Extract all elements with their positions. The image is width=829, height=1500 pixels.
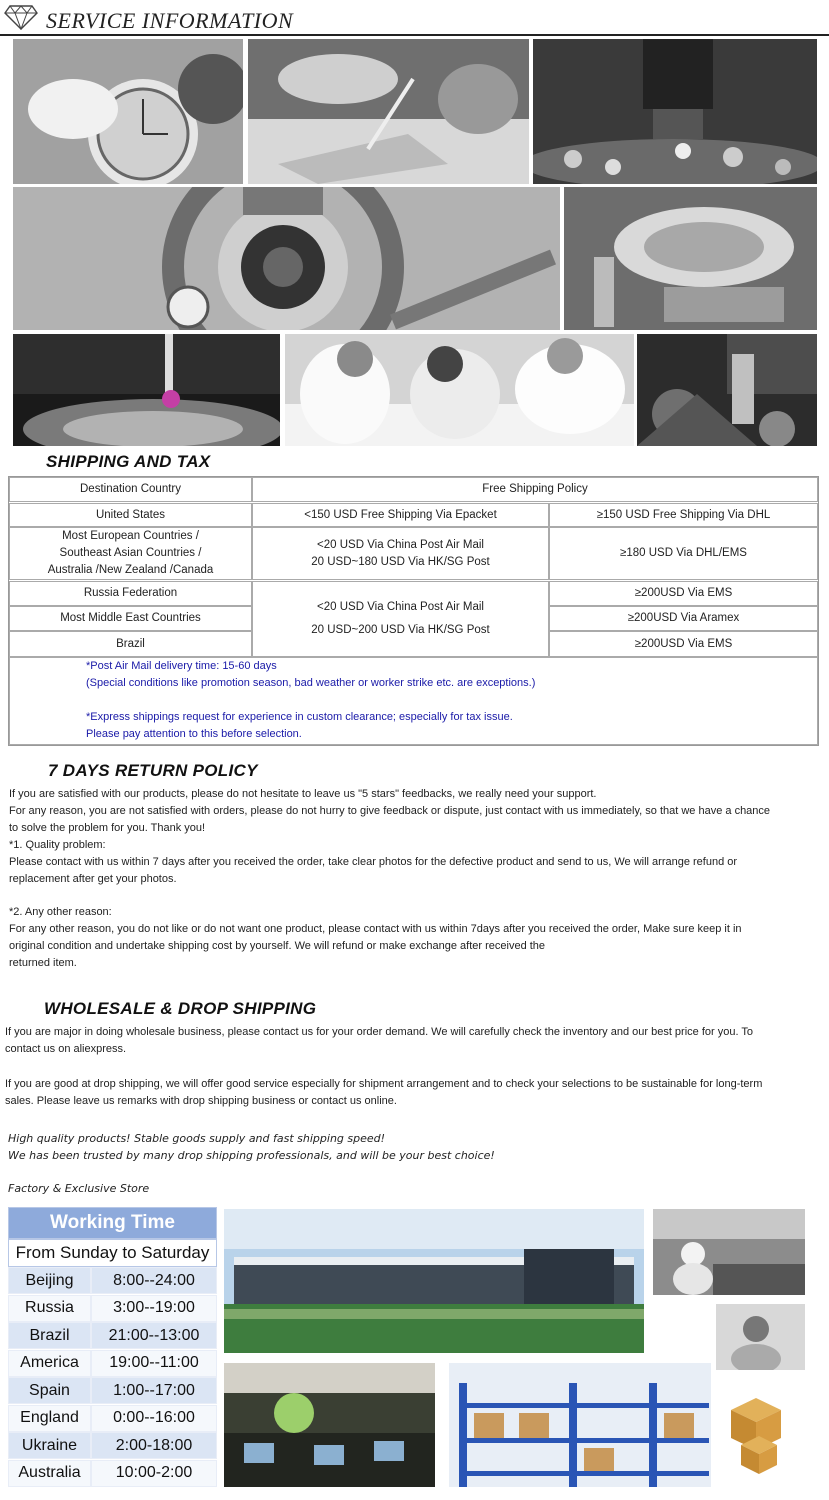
working-time-city: Russia — [8, 1295, 91, 1322]
working-time-hours: 3:00--19:00 — [91, 1295, 217, 1322]
header-divider — [0, 34, 829, 36]
return-line: For any reason, you are not satisfied with orders, please do not hurry to give feedback or dispute, just contact with us immediately, so that we have a chance — [9, 805, 771, 817]
working-time-city: America — [8, 1350, 91, 1377]
cell-us-country: United States — [9, 503, 252, 527]
return-line: For any other reason, you do not like or do not want one product, please contact with us within 7days after you received the order, Make sure keep it in — [9, 923, 742, 935]
working-time-row — [8, 1350, 217, 1377]
shipping-table — [8, 476, 819, 746]
working-time-hours: 1:00--17:00 — [91, 1377, 217, 1404]
photo-watch-dial-inspection — [13, 39, 243, 184]
photo-engineers-drafting — [285, 334, 634, 446]
return-line: *2. Any other reason: — [9, 906, 112, 918]
working-time-hours: 21:00--13:00 — [91, 1322, 217, 1349]
wholesale-line: If you are good at drop shipping, we will offer good service especially for shipment arrangement and to check your selections to be sustainable for long-term — [5, 1078, 763, 1090]
col-destination-header: Destination Country — [9, 477, 252, 502]
photo-factory-building — [224, 1209, 644, 1353]
working-time-row — [8, 1432, 217, 1459]
working-time-row — [8, 1267, 217, 1294]
eu-country-line: Australia /New Zealand /Canada — [47, 564, 214, 576]
return-line: returned item. — [9, 957, 77, 969]
shipping-note: *Express shippings request for experience in custom clearance; especially for tax issue. — [86, 711, 513, 723]
working-time-table — [8, 1207, 217, 1487]
working-time-row — [8, 1295, 217, 1322]
working-time-row — [8, 1322, 217, 1349]
group-post-line: 20 USD~200 USD Via HK/SG Post — [311, 624, 490, 636]
eu-country-line: Most European Countries / — [62, 530, 199, 542]
cell-group-post — [252, 581, 549, 657]
return-line: original condition and undertake shipping cost by yourself. We will refund or make exchange after received the — [9, 940, 546, 952]
photo-engraving-plate — [248, 39, 529, 184]
package-boxes-icon — [721, 1390, 791, 1480]
cell-ru-express: ≥200USD Via EMS — [549, 581, 818, 606]
tagline: High quality products! Stable goods supply and fast shipping speed! — [8, 1132, 386, 1145]
working-time-row — [8, 1460, 217, 1487]
photo-office-staff — [224, 1363, 435, 1487]
group-post-line: <20 USD Via China Post Air Mail — [317, 601, 484, 613]
working-time-city: England — [8, 1405, 91, 1432]
working-time-hours: 8:00--24:00 — [91, 1267, 217, 1294]
photo-factory-workers — [653, 1209, 805, 1295]
return-line: to solve the problem for you. Thank you! — [9, 822, 206, 834]
working-time-city: Australia — [8, 1460, 91, 1487]
working-time-hours: 2:00-18:00 — [91, 1432, 217, 1459]
photo-watch-caseback-tool — [13, 187, 560, 330]
return-line: Please contact with us within 7 days after you received the order, take clear photos for the defective product and send to us, We will arrange refund or — [9, 856, 738, 868]
working-time-city: Brazil — [8, 1322, 91, 1349]
photo-microscope-parts — [533, 39, 817, 184]
working-time-row — [8, 1377, 217, 1404]
photo-cnc-machining — [637, 334, 817, 446]
photo-inspector — [716, 1304, 805, 1370]
eu-post-line: <20 USD Via China Post Air Mail — [317, 538, 484, 551]
working-time-hours: 0:00--16:00 — [91, 1405, 217, 1432]
wholesale-line: If you are major in doing wholesale business, please contact us for your order demand. We will carefully check the inventory and our best price for you. To — [5, 1026, 753, 1038]
photo-warehouse-shelves — [449, 1363, 711, 1487]
return-line: replacement after get your photos. — [9, 873, 177, 885]
working-time-subtitle: From Sunday to Saturday — [8, 1239, 217, 1267]
cell-eu-post — [252, 527, 549, 580]
eu-country-line: Southeast Asian Countries / — [59, 547, 202, 559]
cell-ru-country: Russia Federation — [9, 581, 252, 606]
shipping-heading: SHIPPING AND TAX — [46, 452, 211, 471]
working-time-city: Ukraine — [8, 1432, 91, 1459]
factory-label: Factory & Exclusive Store — [8, 1182, 150, 1195]
cell-br-express: ≥200USD Via EMS — [549, 631, 818, 657]
cell-eu-country — [9, 527, 252, 580]
shipping-note: *Post Air Mail delivery time: 15-60 days — [86, 660, 277, 672]
working-time-city: Beijing — [8, 1267, 91, 1294]
eu-post-line: 20 USD~180 USD Via HK/SG Post — [311, 555, 490, 568]
shipping-note: Please pay attention to this before selection. — [86, 728, 302, 740]
cell-us-under-150: <150 USD Free Shipping Via Epacket — [252, 503, 549, 527]
return-policy-heading: 7 DAYS RETURN POLICY — [48, 761, 258, 780]
cell-us-over-150: ≥150 USD Free Shipping Via DHL — [549, 503, 818, 527]
photo-movement-in-holder — [564, 187, 817, 330]
working-time-city: Spain — [8, 1377, 91, 1404]
tagline: We has been trusted by many drop shipping professionals, and will be your best choice! — [8, 1149, 495, 1162]
cell-br-country: Brazil — [9, 631, 252, 657]
wholesale-heading: WHOLESALE & DROP SHIPPING — [44, 999, 317, 1018]
page-title: SERVICE INFORMATION — [46, 8, 294, 33]
wholesale-line: sales. Please leave us remarks with drop shipping business or contact us online. — [5, 1095, 397, 1107]
diamond-logo-icon — [4, 4, 38, 30]
wholesale-line: contact us on aliexpress. — [5, 1043, 127, 1055]
cell-eu-express: ≥180 USD Via DHL/EMS — [549, 527, 818, 580]
cell-me-express: ≥200USD Via Aramex — [549, 606, 818, 631]
photo-ruby-movement — [13, 334, 280, 446]
return-line: *1. Quality problem: — [9, 839, 106, 851]
working-time-hours: 10:00-2:00 — [91, 1460, 217, 1487]
working-time-row — [8, 1405, 217, 1432]
shipping-note: (Special conditions like promotion season, bad weather or worker strike etc. are exceptions.) — [86, 677, 536, 689]
return-line: If you are satisfied with our products, please do not hesitate to leave us "5 stars" feedbacks, we really need your support. — [9, 788, 597, 800]
cell-me-country: Most Middle East Countries — [9, 606, 252, 631]
working-time-hours: 19:00--11:00 — [91, 1350, 217, 1377]
col-policy-header: Free Shipping Policy — [252, 477, 818, 502]
working-time-title: Working Time — [8, 1207, 217, 1239]
